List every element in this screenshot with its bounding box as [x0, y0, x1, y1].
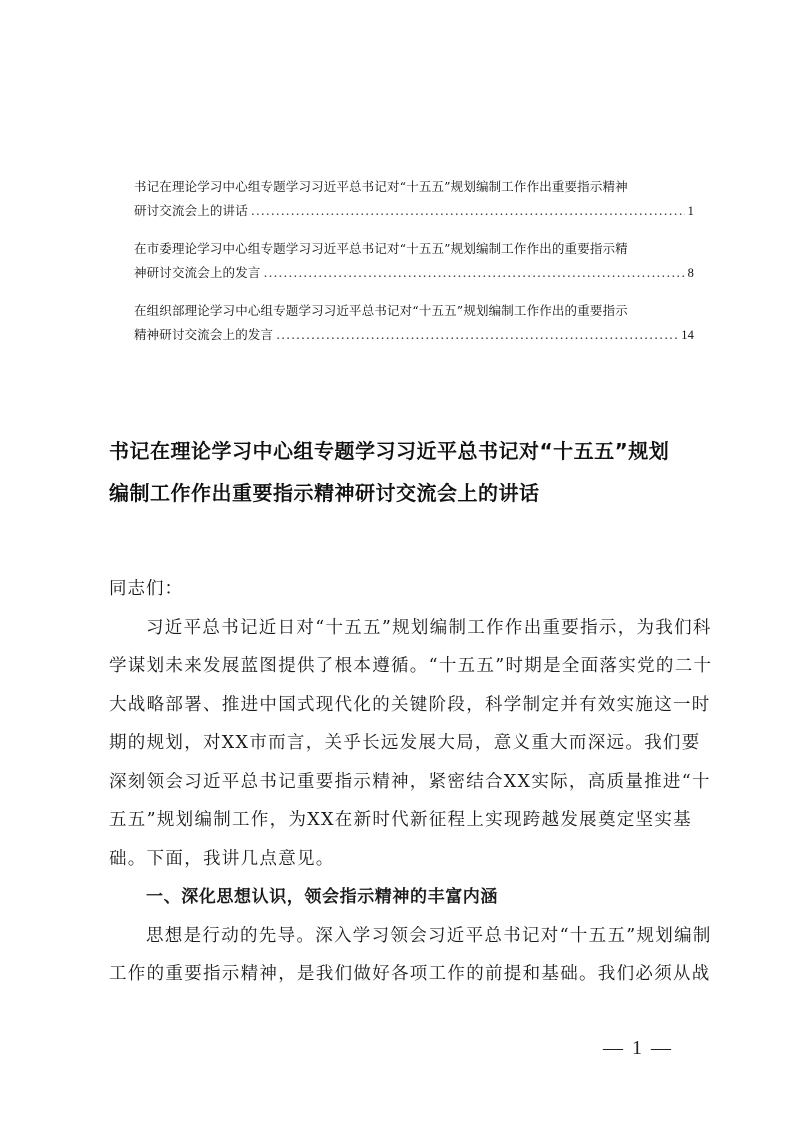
document-title — [109, 430, 699, 514]
toc-leader-dots — [276, 323, 678, 347]
paragraph-line: 工作的重要指示精神，是我们做好各项工作的前提和基础。我们必须从战 — [109, 964, 711, 984]
toc-entry[interactable] — [134, 175, 694, 223]
paragraph-line: 习近平总书记近日对“十五五”规划编制工作作出重要指示，为我们科 — [146, 617, 712, 638]
paragraph-line: 思想是行动的先导。深入学习领会习近平总书记对“十五五”规划编制 — [146, 925, 712, 946]
toc-page-number: 1 — [687, 204, 694, 218]
section-heading: 一、深化思想认识，领会指示精神的丰富内涵 — [146, 887, 498, 907]
paragraph-line: 五五”规划编制工作，为XX在新时代新征程上实现跨越发展奠定坚实基 — [109, 810, 692, 830]
toc-entry-title-line2-row — [134, 261, 694, 285]
document-title-line2: 编制工作作出重要指示精神研讨交流会上的讲话 — [109, 481, 540, 505]
document-title-line1: 书记在理论学习中心组专题学习习近平总书记对“十五五”规划 — [109, 439, 670, 463]
toc-entry-title-line2-row — [134, 323, 694, 347]
paragraph-line: 础。下面，我讲几点意见。 — [109, 848, 335, 869]
toc-entry-title-line2-row — [134, 199, 694, 223]
toc-entry-title-line1: 在组织部理论学习中心组专题学习习近平总书记对“十五五”规划编制工作作出的重要指示 — [134, 303, 628, 318]
toc-entry-title-line1: 在市委理论学习中心组专题学习习近平总书记对“十五五”规划编制工作作出的重要指示精 — [134, 241, 628, 256]
toc-entry[interactable] — [134, 237, 694, 285]
table-of-contents — [134, 175, 694, 361]
toc-leader-dots — [264, 261, 685, 285]
toc-page-number: 14 — [681, 328, 694, 342]
toc-entry-title-line1: 书记在理论学习中心组专题学习习近平总书记对“十五五”规划编制工作作出重要指示精神 — [134, 179, 628, 194]
paragraph-line: 大战略部署、推进中国式现代化的关键阶段，科学制定并有效实施这一时 — [109, 694, 711, 715]
toc-entry[interactable] — [134, 299, 694, 347]
toc-entry-title-line2: 神研讨交流会上的发言 — [134, 265, 261, 280]
toc-entry-title-line2: 精神研讨交流会上的发言 — [134, 327, 274, 342]
paragraph-1 — [109, 609, 713, 879]
paragraph-line: 学谋划未来发展蓝图提供了根本遵循。“十五五”时期是全面落实党的二十 — [109, 656, 713, 676]
toc-entry-title-line2: 研讨交流会上的讲话 — [134, 203, 248, 218]
document-body — [109, 570, 713, 994]
salutation: 同志们： — [109, 579, 183, 599]
toc-leader-dots — [251, 199, 685, 223]
paragraph-line: 深刻领会习近平总书记重要指示精神，紧密结合XX实际，高质量推进“十 — [109, 771, 711, 792]
paragraph-2 — [109, 917, 712, 994]
toc-page-number: 8 — [687, 266, 694, 280]
paragraph-line: 期的规划，对XX市而言，关乎长远发展大局，意义重大而深远。我们要 — [109, 733, 701, 753]
page-number: — 1 — — [603, 1037, 673, 1059]
